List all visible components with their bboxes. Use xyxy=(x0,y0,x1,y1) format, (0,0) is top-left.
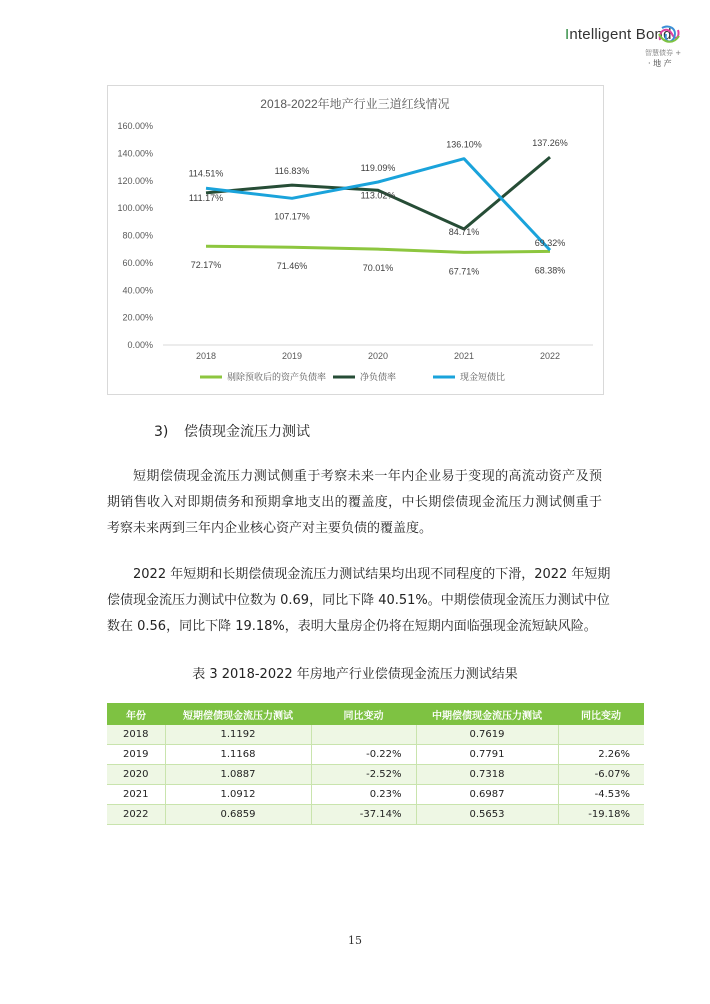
cell-short-yoy: -2.52% xyxy=(311,765,416,785)
line-chart-svg xyxy=(108,86,603,394)
cell-short-yoy: -37.14% xyxy=(311,805,416,825)
y-tick-label: 0.00% xyxy=(127,340,153,350)
cell-mid-yoy: 2.26% xyxy=(558,745,644,765)
col-header-year: 年份 xyxy=(107,703,165,725)
x-tick-label: 2019 xyxy=(281,351,303,361)
x-tick-label: 2021 xyxy=(453,351,475,361)
data-label: 67.71% xyxy=(448,266,480,277)
brand-main-text: ntelligent B xyxy=(569,26,646,43)
cell-short-yoy: -0.22% xyxy=(311,745,416,765)
cell-mid-term: 0.6987 xyxy=(416,785,558,805)
table-row xyxy=(107,785,644,805)
brand-o-letter: o xyxy=(646,26,655,43)
paragraph-2 xyxy=(107,562,611,640)
brand-section-label: · 地 产 xyxy=(648,59,672,68)
table-row xyxy=(107,745,644,765)
data-label: 70.01% xyxy=(362,263,394,274)
cell-year: 2019 xyxy=(107,745,165,765)
data-label: 119.09% xyxy=(360,162,396,173)
brand-logo xyxy=(560,20,690,70)
section-number: 3) xyxy=(154,424,169,440)
brand-knot-icon xyxy=(656,22,682,48)
section-title: 偿债现金流压力测试 xyxy=(184,424,310,440)
y-tick-label: 160.00% xyxy=(117,121,153,131)
data-label: 107.17% xyxy=(274,211,310,222)
paragraph-line: 期销售收入对即期债务和预期拿地支出的覆盖度，中长期偿债现金流压力测试侧重于 xyxy=(107,495,602,510)
data-label: 136.10% xyxy=(446,139,482,150)
data-label: 72.17% xyxy=(190,260,222,271)
cell-short-term: 1.0887 xyxy=(165,765,311,785)
legend-label: 现金短债比 xyxy=(460,372,506,382)
y-tick-label: 80.00% xyxy=(122,230,153,241)
table-row xyxy=(107,725,644,745)
data-label: 68.38% xyxy=(534,265,566,276)
cell-mid-yoy xyxy=(558,725,644,745)
paragraph-line: 2022 年短期和长期偿债现金流压力测试结果均出现不同程度的下滑，2022 年短期 xyxy=(133,567,611,582)
cell-year: 2021 xyxy=(107,785,165,805)
col-header-short-yoy: 同比变动 xyxy=(311,703,416,725)
stress-test-table xyxy=(107,703,644,825)
cell-short-yoy: 0.23% xyxy=(311,785,416,805)
x-tick-label: 2020 xyxy=(367,351,389,361)
table-caption: 表 3 2018-2022 年房地产行业偿债现金流压力测试结果 xyxy=(192,667,518,682)
cell-year: 2020 xyxy=(107,765,165,785)
section-heading xyxy=(154,421,310,441)
y-tick-label: 120.00% xyxy=(117,175,153,186)
cell-short-term: 1.1192 xyxy=(165,725,311,745)
paragraph-line: 数在 0.56，同比下降 19.18%，表明大量房企仍将在短期内面临强现金流短缺风险。 xyxy=(107,619,597,634)
y-tick-label: 40.00% xyxy=(122,285,153,296)
legend-label: 剔除预收后的资产负债率 xyxy=(227,372,327,382)
cell-short-yoy xyxy=(311,725,416,745)
col-header-short-term: 短期偿债现金流压力测试 xyxy=(165,703,311,725)
table-row xyxy=(107,805,644,825)
cell-short-term: 1.0912 xyxy=(165,785,311,805)
cell-year: 2022 xyxy=(107,805,165,825)
cell-mid-term: 0.7318 xyxy=(416,765,558,785)
paragraph-line: 短期偿债现金流压力测试侧重于考察未来一年内企业易于变现的高流动资产及预 xyxy=(133,469,602,484)
paragraph-1 xyxy=(107,464,602,542)
col-header-mid-yoy: 同比变动 xyxy=(558,703,644,725)
cell-mid-yoy: -19.18% xyxy=(558,805,644,825)
brand-subtitle: 智慧债券 + xyxy=(645,49,682,57)
brand-end-text: nd xyxy=(654,26,672,43)
cell-year: 2018 xyxy=(107,725,165,745)
table-header-row xyxy=(107,703,644,725)
brand-initial: I xyxy=(565,26,570,43)
data-label: 111.17% xyxy=(188,192,224,203)
data-label: 84.71% xyxy=(448,227,480,238)
paragraph-line: 偿债现金流压力测试中位数为 0.69，同比下降 40.51%。中期偿债现金流压力测试中位 xyxy=(107,593,610,608)
cell-mid-term: 0.7619 xyxy=(416,725,558,745)
y-tick-label: 100.00% xyxy=(117,203,153,214)
data-label: 71.46% xyxy=(276,261,308,272)
cell-short-term: 1.1168 xyxy=(165,745,311,765)
paragraph-line: 考察未来两到三年内企业核心资产对主要负债的覆盖度。 xyxy=(107,521,433,536)
page-number: 15 xyxy=(348,934,362,947)
data-label: 69.32% xyxy=(534,238,566,249)
data-label: 116.83% xyxy=(274,166,310,177)
cell-short-term: 0.6859 xyxy=(165,805,311,825)
cell-mid-yoy: -4.53% xyxy=(558,785,644,805)
data-label: 114.51% xyxy=(188,168,224,179)
y-tick-label: 140.00% xyxy=(117,148,153,159)
cell-mid-term: 0.5653 xyxy=(416,805,558,825)
y-tick-label: 20.00% xyxy=(122,312,153,323)
data-label: 137.26% xyxy=(532,138,568,149)
cell-mid-yoy: -6.07% xyxy=(558,765,644,785)
legend-label: 净负债率 xyxy=(360,372,397,382)
col-header-mid-term: 中期偿债现金流压力测试 xyxy=(416,703,558,725)
chart-title: 2018-2022年地产行业三道红线情况 xyxy=(260,97,450,111)
table-row xyxy=(107,765,644,785)
red-lines-chart xyxy=(107,85,604,395)
data-label: 113.02% xyxy=(360,190,396,201)
y-tick-label: 60.00% xyxy=(122,257,153,268)
x-tick-label: 2018 xyxy=(195,351,217,361)
series-line xyxy=(206,246,550,252)
x-tick-label: 2022 xyxy=(539,351,561,361)
cell-mid-term: 0.7791 xyxy=(416,745,558,765)
